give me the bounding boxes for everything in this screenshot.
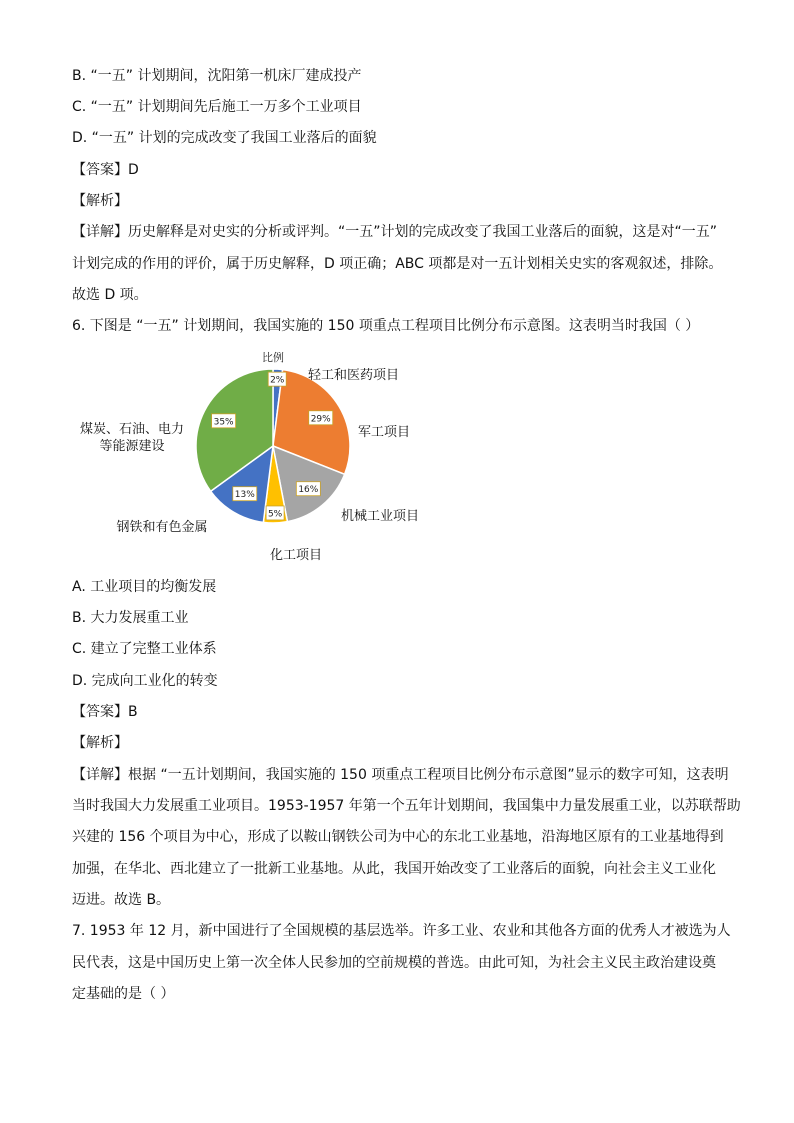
pie-data-label-text: 13%	[234, 490, 255, 501]
q6-detail-line-3: 兴建的 156 个项目为中心，形成了以鞍山钢铁公司为中心的东北工业基地，沿海地区原有的工业基地得到	[72, 829, 724, 845]
pie-data-label-text: 16%	[298, 485, 319, 496]
pie-data-label-text: 29%	[310, 414, 331, 425]
q6-detail-line-4: 加强，在华北、西北建立了一批新工业基地。从此，我国开始改变了工业落后的面貌，向社会主义工业化	[72, 861, 716, 877]
q6-option-c: C. 建立了完整工业体系	[72, 641, 217, 657]
q7-stem-line-1: 7. 1953 年 12 月，新中国进行了全国规模的基层选举。许多工业、农业和其他各方面的优秀人才被选为人	[72, 923, 731, 939]
q6-answer: 【答案】B	[72, 704, 138, 720]
pie-slices	[196, 369, 350, 523]
q6-analysis-heading: 【解析】	[72, 735, 128, 751]
pie-category-label: 煤炭、石油、电力	[79, 422, 185, 437]
q6-detail-line-5: 迈进。故选 B。	[72, 892, 171, 908]
pie-data-label	[266, 506, 284, 520]
pie-category-label: 机械工业项目	[341, 509, 420, 524]
pie-category-label: 轻工和医药项目	[308, 368, 400, 383]
pie-data-label	[309, 411, 333, 425]
q5-option-d: D. “一五” 计划的完成改变了我国工业落后的面貌	[72, 130, 377, 146]
pie-data-label	[296, 482, 320, 496]
q5-detail-line-3: 故选 D 项。	[72, 287, 148, 303]
q5-detail-line-2: 计划完成的作用的评价，属于历史解释，D 项正确；ABC 项都是对一五计划相关史实的客观叙述，排除。	[72, 256, 723, 272]
q6-stem: 6. 下图是 “一五” 计划期间，我国实施的 150 项重点工程项目比例分布示意图。这表明当时我国（ ）	[72, 318, 700, 334]
pie-category-label: 化工项目	[269, 548, 323, 563]
pie-category-label: 等能源建设	[99, 439, 165, 454]
pie-category-label: 钢铁和有色金属	[116, 520, 208, 535]
q7-stem-line-2: 民代表，这是中国历史上第一次全体人民参加的空前规模的普选。由此可知，为社会主义民主政治建设奠	[72, 955, 716, 971]
q5-detail-line-1: 【详解】历史解释是对史实的分析或评判。“一五”计划的完成改变了我国工业落后的面貌，这是对“一五”	[72, 224, 718, 240]
pie-data-label-text: 2%	[270, 375, 285, 386]
q7-stem-line-3: 定基础的是（ ）	[72, 986, 175, 1002]
q5-option-b: B. “一五” 计划期间，沈阳第一机床厂建成投产	[72, 68, 362, 84]
chart-title: 比例	[262, 351, 284, 364]
pie-data-label-text: 5%	[267, 509, 283, 520]
q5-analysis-heading: 【解析】	[72, 193, 128, 209]
q6-detail-line-1: 【详解】根据 “一五计划期间，我国实施的 150 项重点工程项目比例分布示意图”显示的数字可知，这表明	[72, 767, 729, 783]
pie-chart	[60, 345, 460, 570]
q5-option-c: C. “一五” 计划期间先后施工一万多个工业项目	[72, 99, 362, 115]
pie-data-label	[268, 372, 286, 386]
q6-option-b: B. 大力发展重工业	[72, 610, 189, 626]
pie-data-label-text: 35%	[213, 417, 234, 428]
pie-category-label: 军工项目	[358, 425, 411, 440]
q5-answer: 【答案】D	[72, 162, 139, 178]
q6-detail-line-2: 当时我国大力发展重工业项目。1953-1957 年第一个五年计划期间，我国集中力量发展重工业，以苏联帮助	[72, 798, 741, 814]
pie-data-label	[233, 487, 257, 501]
q6-option-d: D. 完成向工业化的转变	[72, 673, 218, 689]
q6-option-a: A. 工业项目的均衡发展	[72, 579, 217, 595]
pie-data-label	[212, 414, 236, 428]
